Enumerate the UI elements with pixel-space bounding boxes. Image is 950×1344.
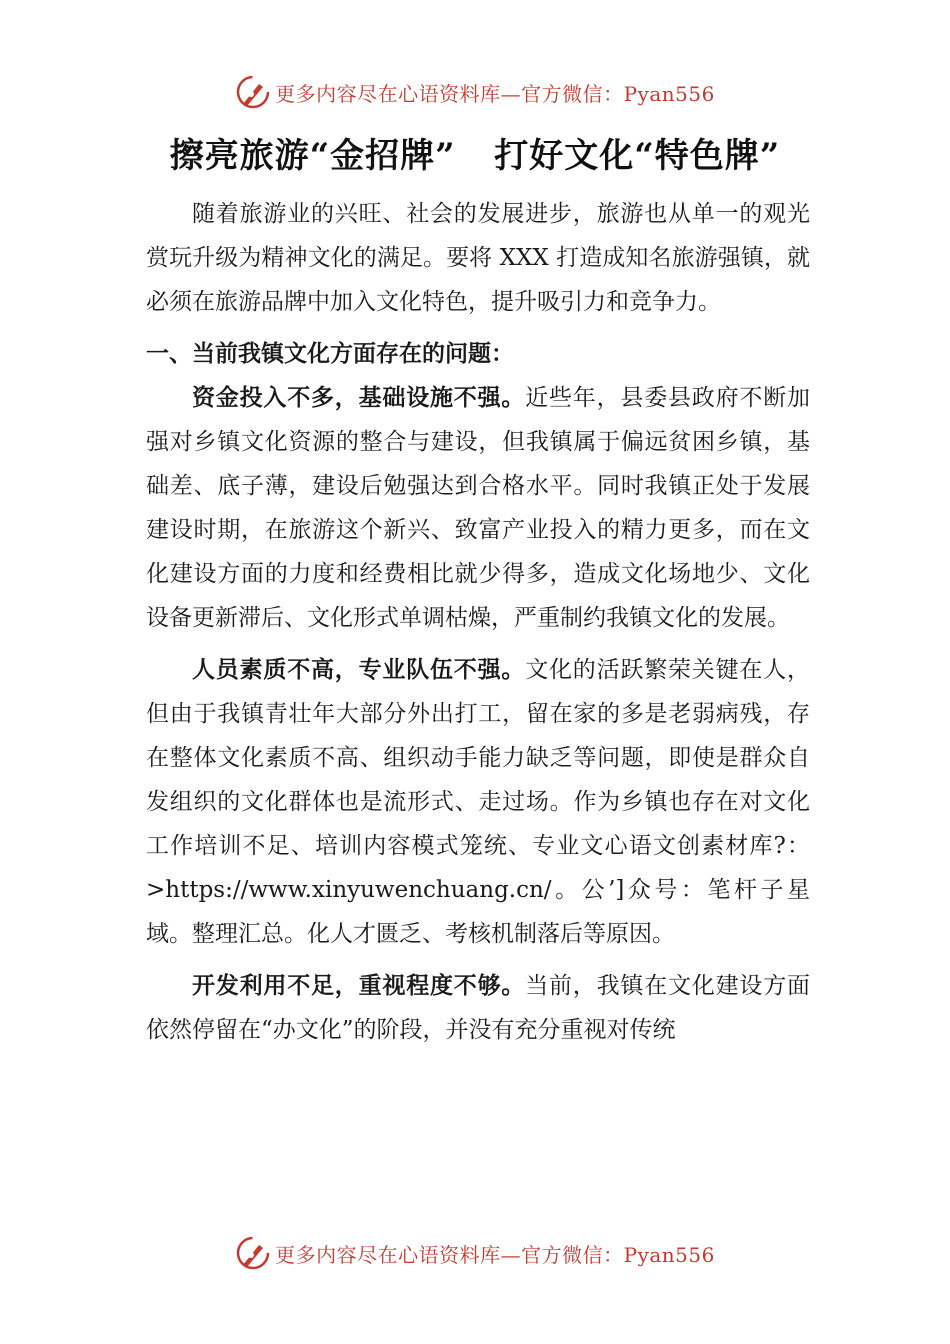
document-title: 擦亮旅游“金招牌” 打好文化“特色牌” (169, 136, 781, 176)
footer-banner (0, 1233, 950, 1273)
footer-banner-text: 更多内容尽在心语资料库—官方微信：Pyan556 (275, 1242, 715, 1267)
header-banner-text: 更多内容尽在心语资料库—官方微信：Pyan556 (275, 81, 715, 106)
paragraph-development (146, 964, 810, 1052)
paragraph-text: 近些年，县委县政府不断加强对乡镇文化资源的整合与建设，但我镇属于偏远贫困乡镇，基础差、底子薄，建设后勉强达到合格水平。同时我镇正处于发展建设时期，在旅游这个新兴、致富产业投入的精力更多，而在文化建设方面的力度和经费相比就少得多，造成文化场地少、文化设备更新滞后、文化形式单调枯燥，严重制约我镇文化的发展。 (146, 385, 811, 631)
paragraph-lead: 资金投入不多，基础设施不强。 (192, 385, 526, 411)
paragraph-text: 文化的活跃繁荣关键在人，但由于我镇青壮年大部分外出打工，留在家的多是老弱病残，存在整体文化素质不高、组织动手能力缺乏等问题，即使是群众自发组织的文化群体也是流形式、走过场。作为乡镇也存在对文化工作培训不足、培训内容模式笼统、专业文心语文创素材库?：>https://www.xinyuwenchuang.cn/。公’]众号：笔杆子星域。整理汇总。化人才匮乏、考核机制落后等原因。 (146, 657, 811, 947)
document-body (146, 192, 810, 1052)
paragraph-personnel (146, 648, 810, 956)
paragraph-lead: 开发利用不足，重视程度不够。 (192, 973, 526, 999)
section-heading: 一、当前我镇文化方面存在的问题： (146, 341, 514, 367)
paragraph-lead: 人员素质不高，专业队伍不强。 (192, 657, 526, 683)
header-banner (0, 72, 950, 112)
intro-paragraph: 随着旅游业的兴旺、社会的发展进步，旅游也从单一的观光赏玩升级为精神文化的满足。要将 XXX 打造成知名旅游强镇，就必须在旅游品牌中加入文化特色，提升吸引力和竞争力。 (146, 201, 810, 315)
paragraph-text: 当前，我镇在文化建设方面依然停留在“办文化”的阶段，并没有充分重视对传统 (146, 973, 811, 1043)
paragraph-funding (146, 376, 810, 640)
pen-logo-icon (235, 74, 271, 110)
pen-logo-icon (235, 1235, 271, 1271)
